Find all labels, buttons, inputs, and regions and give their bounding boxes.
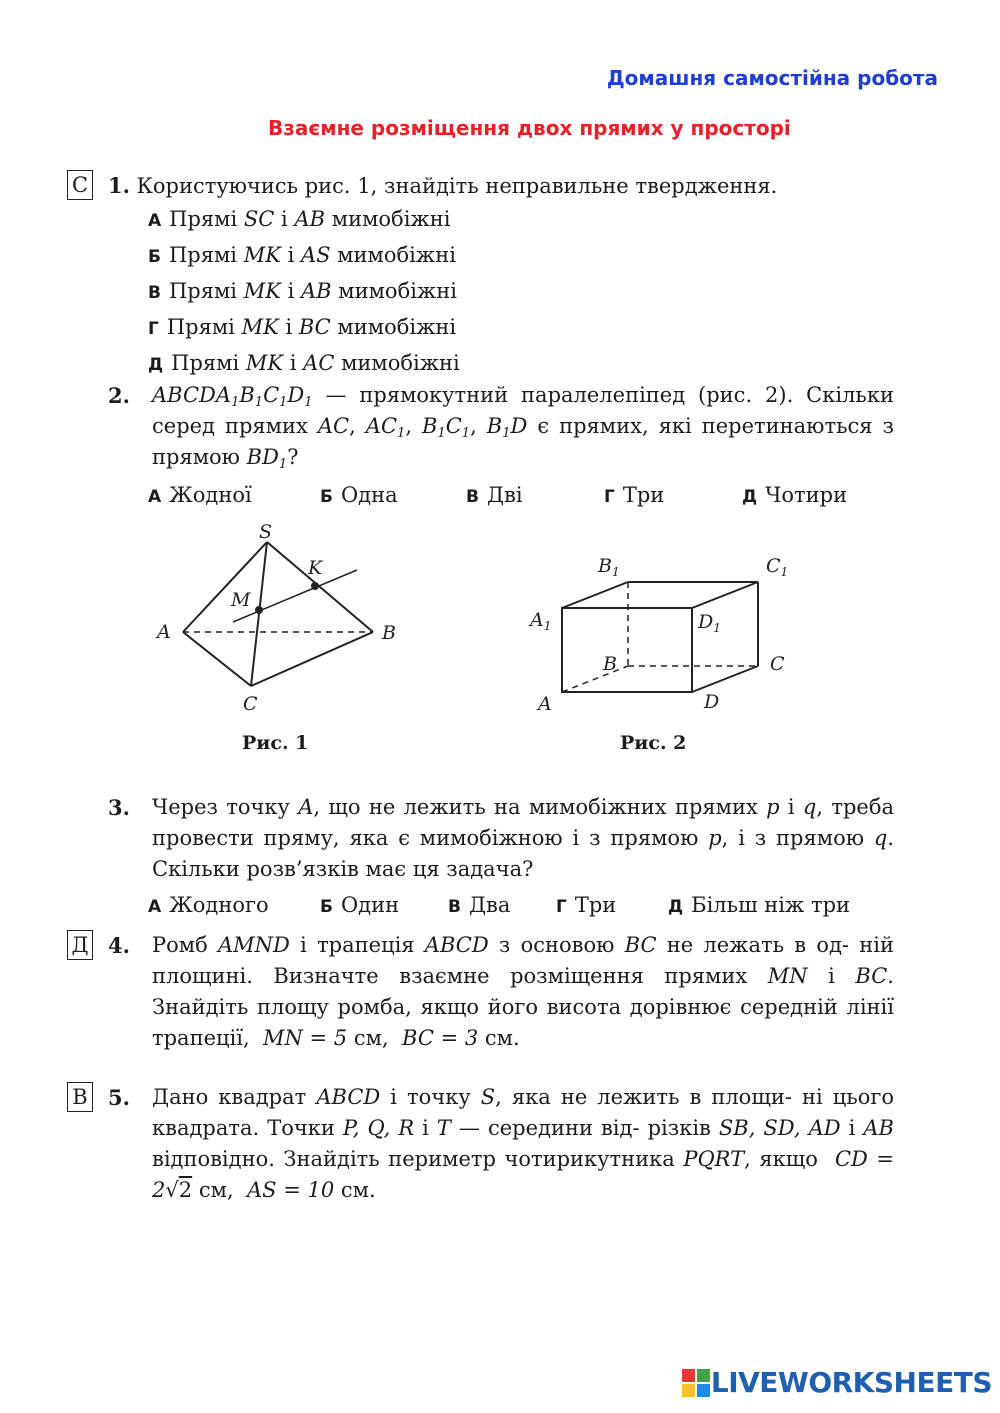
question-3-options [148,888,850,924]
option-a[interactable]: А Жодної [148,483,252,507]
question-text: Користуючись рис. 1, знайдіть неправильне твердження. [136,174,778,198]
level-badge-d: Д [67,930,93,960]
option-g[interactable]: Г Прямі MK і BC мимобіжні [148,315,457,339]
option-v[interactable]: В Два [448,893,511,917]
label-s: S [259,521,273,543]
option-v[interactable]: В Дві [466,483,523,507]
figure-1-caption: Рис. 1 [242,732,309,754]
label-c1: $C_1$ [766,555,789,579]
option-g[interactable]: Г Три [604,483,665,507]
page-subtitle: Взаємне розміщення двох прямих у просторі [268,116,791,140]
option-g[interactable]: Г Три [556,893,617,917]
question-3-text: Через точку A, що не лежить на мимобіжних прямих p і q, треба провести пряму, яка є мимобіжною і з прямою p, і з прямою q. Скільки розв’язків має ця задача? [152,795,895,881]
label-a1: $A_1$ [530,609,552,633]
edge-cb [251,632,373,686]
label-b: B [603,653,617,675]
question-number: 2. [108,383,130,408]
question-5 [108,1082,130,1114]
option-d[interactable]: Д Чотири [742,483,848,507]
edge-ac [183,632,251,686]
edge-dc [692,666,758,692]
point-m [255,606,263,614]
edge-sb [267,542,373,632]
option-b[interactable]: Б Один [320,893,400,917]
option-v[interactable]: В Прямі MK і AB мимобіжні [148,279,457,303]
logo-text: LIVEWORKSHEETS [710,1366,992,1399]
question-number: 5. [108,1085,130,1110]
label-d: D [704,691,720,713]
label-k: K [308,557,323,579]
question-number: 3. [108,795,130,820]
page-title: Домашня самостійна робота [606,66,938,90]
label-b1: $B_1$ [598,555,620,579]
level-badge-v: В [67,1082,93,1112]
label-a: A [538,693,552,715]
option-b[interactable]: Б Прямі MK і AS мимобіжні [148,243,456,267]
question-2-options [148,478,847,514]
liveworksheets-logo [681,1366,992,1399]
label-b: B [382,622,396,644]
figure-1-pyramid [145,518,415,718]
line-mk [233,570,357,622]
label-a: A [157,621,171,643]
label-c: C [243,693,258,715]
label-d1: $D_1$ [698,611,721,635]
question-2 [108,380,130,412]
edge-ab-hidden [562,666,628,692]
option-a[interactable]: А Прямі SC і AB мимобіжні [148,207,451,231]
front-face [562,608,692,692]
level-badge-c: С [67,170,93,200]
option-b[interactable]: Б Одна [320,483,398,507]
figure-2-parallelepiped [520,548,810,718]
label-c: C [770,653,785,675]
logo-blocks-icon [681,1368,711,1398]
figure-2-caption: Рис. 2 [620,732,687,754]
question-4 [108,930,130,962]
option-d[interactable]: Д Більш ніж три [668,893,851,917]
question-1-options [148,202,460,382]
question-number: 1. [108,173,130,198]
option-a[interactable]: А Жодного [148,893,269,917]
edge-sa [183,542,267,632]
question-1 [108,170,777,202]
point-k [311,582,319,590]
label-m: M [231,589,251,611]
edge-a1b1 [562,582,628,608]
question-4-text: Ромб AMND і трапеція ABCD з основою BC не лежать в од- ній площині. Визначте взаємне розміщення прямих MN і BC. Знайдіть площу ромба, якщо його висота дорівнює середній лінії трапеції, MN = 5 см, BC = 3 см. [152,933,894,1050]
edge-d1c1 [692,582,758,608]
option-d[interactable]: Д Прямі MK і AC мимобіжні [148,351,460,375]
question-3 [108,792,130,824]
question-5-text: Дано квадрат ABCD і точку S, яка не лежить в площи- ні цього квадрата. Точки P, Q, R і T — середини від- різків SB, SD, AD і AB відповідно. Знайдіть периметр чотирикутника PQRT, якщо CD = 2√2 см, AS = 10 см. [152,1085,895,1202]
question-2-text: $ABCDA_1B_1C_1D_1$ — прямокутний паралелепіпед (рис. 2). Скільки серед прямих AC, $AC_1$, $B_1C_1$, $B_1D$ є прямих, які перетинаються з прямою $BD_1$? [152,383,894,472]
question-number: 4. [108,933,130,958]
